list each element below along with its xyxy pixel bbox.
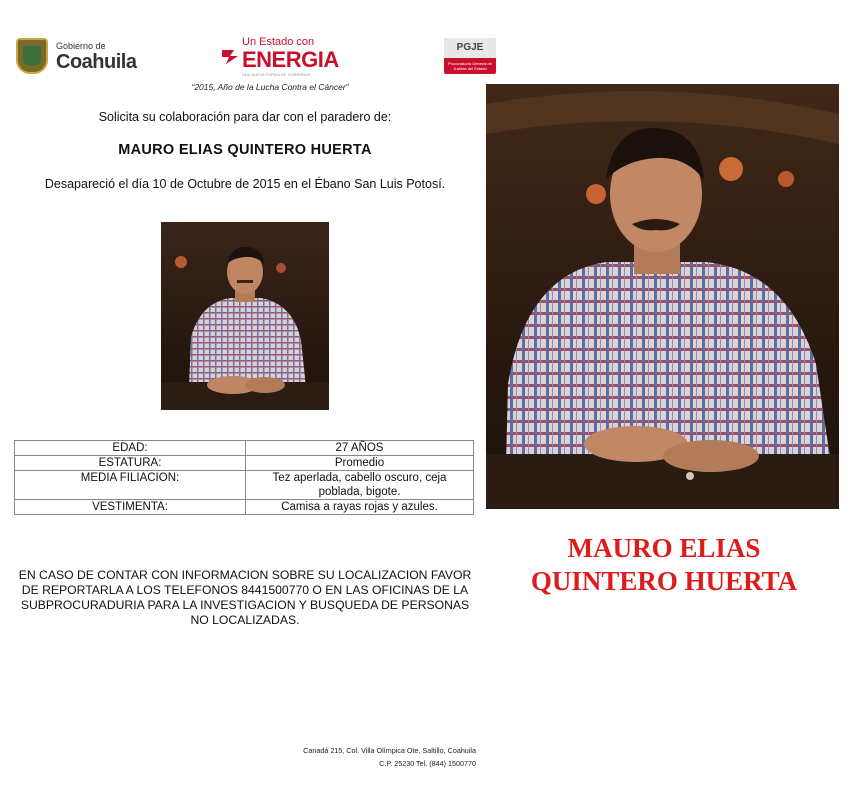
pgje-logo-text: PGJE bbox=[456, 42, 484, 53]
table-label: VESTIMENTA: bbox=[15, 500, 246, 515]
person-name-red bbox=[478, 532, 850, 598]
footer-line1: Canadá 215, Col. Villa Olímpica Ote, Saltillo, Coahuila bbox=[303, 746, 476, 755]
person-photo-small bbox=[161, 222, 329, 410]
person-name-red-line2: QUINTERO HUERTA bbox=[530, 566, 798, 596]
person-photo-small-graphic bbox=[161, 222, 329, 410]
table-row bbox=[15, 441, 474, 456]
footer-address bbox=[250, 744, 476, 770]
table-row bbox=[15, 500, 474, 515]
coahuila-logo bbox=[16, 38, 146, 78]
table-value: Camisa a rayas rojas y azules. bbox=[246, 500, 474, 515]
table-label: MEDIA FILIACION: bbox=[15, 471, 246, 500]
table-value: Tez aperlada, cabello oscuro, ceja poblada, bigote. bbox=[246, 471, 474, 500]
footer-line2: C.P. 25230 Tel. (844) 1500770 bbox=[379, 759, 476, 768]
contact-notice: EN CASO DE CONTAR CON INFORMACION SOBRE SU LOCALIZACION FAVOR DE REPORTARLA A LOS TELEFONOS 8441500770 O EN LAS OFICINAS DE LA SUBPROCURADURIA PARA LA INVESTIGACION Y BUSQUEDA DE PERSONAS NO LOCALIZADAS. bbox=[18, 568, 472, 627]
person-photo-large-graphic bbox=[486, 84, 839, 509]
table-row bbox=[15, 456, 474, 471]
info-table bbox=[14, 440, 474, 515]
energia-logo bbox=[220, 36, 339, 77]
energia-logo-small-text: Un Estado con bbox=[242, 36, 315, 48]
person-photo-large bbox=[486, 84, 839, 509]
coahuila-logo-small-text: Gobierno de bbox=[56, 41, 106, 51]
energia-logo-text: ENERGIA bbox=[242, 47, 339, 72]
energia-mark-icon bbox=[220, 46, 240, 66]
table-value: Promedio bbox=[246, 456, 474, 471]
person-name-title: MAURO ELIAS QUINTERO HUERTA bbox=[118, 142, 372, 158]
coahuila-shield-icon bbox=[16, 38, 48, 74]
coahuila-logo-text: Coahuila bbox=[56, 51, 137, 73]
person-name-red-line1: MAURO ELIAS bbox=[567, 533, 761, 563]
energia-tagline: UNA NUEVA FORMA DE GOBERNAR bbox=[242, 72, 311, 77]
disappeared-text: Desapareció el día 10 de Octubre de 2015 en el Ébano San Luis Potosí. bbox=[44, 177, 446, 191]
table-label: ESTATURA: bbox=[15, 456, 246, 471]
pgje-logo bbox=[444, 38, 496, 74]
table-row bbox=[15, 471, 474, 500]
table-value: 27 AÑOS bbox=[246, 441, 474, 456]
request-text: Solicita su colaboración para dar con el paradero de: bbox=[98, 110, 392, 124]
table-label: EDAD: bbox=[15, 441, 246, 456]
pgje-logo-subtext: Procuraduría General de Justicia del Estado bbox=[447, 61, 493, 71]
motto: “2015, Año de la Lucha Contra el Cáncer” bbox=[191, 82, 349, 92]
